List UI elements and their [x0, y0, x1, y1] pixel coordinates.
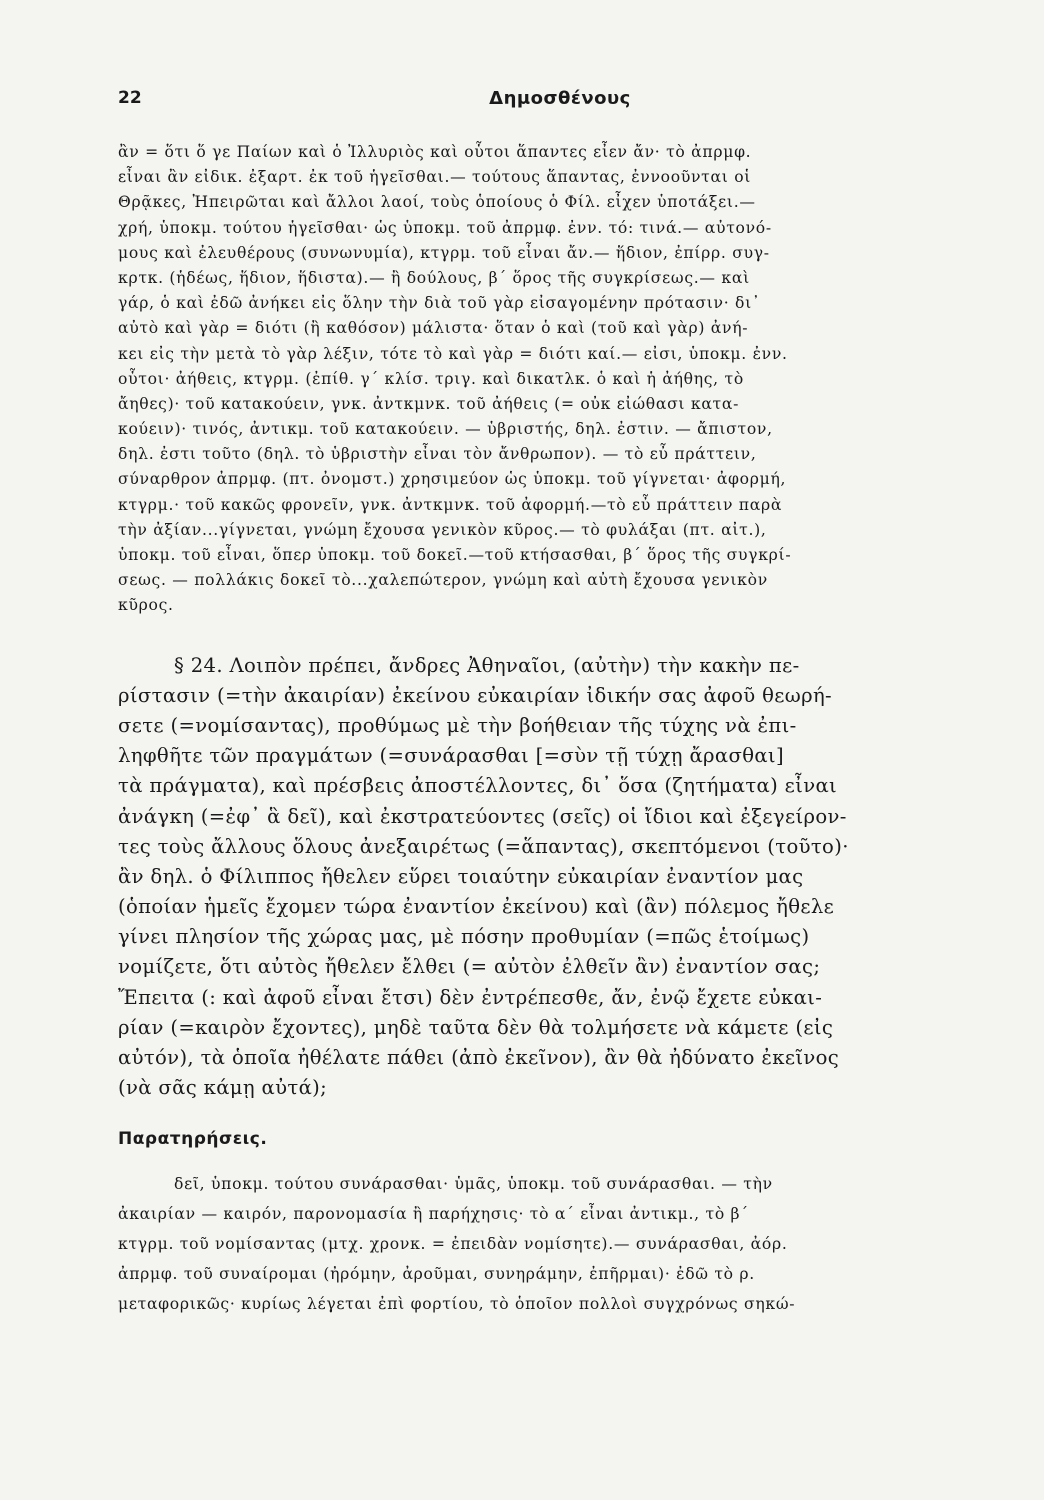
commentary-line: εἶναι ἂν εἰδικ. ἐξαρτ. ἐκ τοῦ ἡγεῖσθαι.— τούτους ἅπαντας, ἐννοοῦνται οἱ — [118, 168, 752, 187]
notes-heading: Παρατηρήσεις. — [118, 1129, 268, 1150]
notes-line: μεταφορικῶς· κυρίως λέγεται ἐπὶ φορτίου, τὸ ὁποῖον πολλοὶ συγχρόνως σηκώ- — [118, 1295, 796, 1314]
section-line: ἂν δηλ. ὁ Φίλιππος ἤθελεν εὕρει τοιαύτην εὐκαιρίαν ἐναντίον μας — [118, 864, 804, 888]
commentary-line: κούειν)· τινός, ἀντικμ. τοῦ κατακούειν. — ὑβριστής, δηλ. ἐστιν. — ἄπιστον, — [118, 420, 773, 439]
section-line: ἀνάγκη (=ἐφ᾽ ἃ δεῖ), καὶ ἐκστρατεύοντες (σεῖς) οἱ ἴδιοι καὶ ἐξεγείρον- — [118, 804, 847, 828]
notes-line: κτγρμ. τοῦ νομίσαντας (μτχ. χρονκ. = ἐπειδὰν νομίσητε).— συνάρασθαι, ἀόρ. — [118, 1235, 788, 1254]
notes-line: ἀκαιρίαν — καιρόν, παρονομασία ἢ παρήχησις· τὸ α΄ εἶναι ἀντικμ., τὸ β΄ — [118, 1205, 749, 1224]
section-line: γίνει πλησίον τῆς χώρας μας, μὲ πόσην προθυμίαν (=πῶς ἑτοίμως) — [118, 925, 810, 949]
commentary-line: μους καὶ ἐλευθέρους (συνωνυμία), κτγρμ. τοῦ εἶναι ἄν.— ἥδιον, ἐπίρρ. συγ- — [118, 243, 770, 262]
commentary-line: κῦρος. — [118, 596, 174, 615]
page-header — [118, 88, 1002, 118]
section-line: ληφθῆτε τῶν πραγμάτων (=συνάρασθαι [=σὺν τῇ τύχῃ ἄρασθαι] — [118, 744, 784, 768]
commentary-line: τὴν ἀξίαν...γίγνεται, γνώμη ἔχουσα γενικὸν κῦρος.— τὸ φυλάξαι (πτ. αἰτ.), — [118, 520, 767, 539]
commentary-line: χρή, ὑποκμ. τούτου ἡγεῖσθαι· ὡς ὑποκμ. τοῦ ἀπρμφ. ἐνν. τό: τινά.— αὐτονό- — [118, 218, 772, 237]
section-line: σετε (=νομίσαντας), προθύμως μὲ τὴν βοήθειαν τῆς τύχης νὰ ἐπι- — [118, 713, 797, 737]
commentary-line: αὐτὸ καὶ γὰρ = διότι (ἢ καθόσον) μάλιστα· ὅταν ὁ καὶ (τοῦ καὶ γὰρ) ἀνή- — [118, 319, 749, 338]
commentary-line: δηλ. ἐστι τοῦτο (δηλ. τὸ ὑβριστὴν εἶναι τὸν ἄνθρωπον). — τὸ εὖ πράττειν, — [118, 445, 757, 464]
commentary-line: σύναρθρον ἀπρμφ. (πτ. ὀνομστ.) χρησιμεύον ὡς ὑποκμ. τοῦ γίγνεται· ἀφορμή, — [118, 470, 787, 489]
section-line: αὐτόν), τὰ ὁποῖα ἠθέλατε πάθει (ἀπὸ ἐκεῖνον), ἂν θὰ ἠδύνατο ἐκεῖνος — [118, 1046, 840, 1069]
commentary-line: κτγρμ.· τοῦ κακῶς φρονεῖν, γνκ. ἀντκμνκ. τοῦ ἀφορμή.—τὸ εὖ πράττειν παρὰ — [118, 495, 783, 514]
commentary-line: κει εἰς τὴν μετὰ τὸ γὰρ λέξιν, τότε τὸ καὶ γὰρ = διότι καί.— εἰσι, ὑποκμ. ἐνν. — [118, 344, 788, 363]
section-line: ρίαν (=καιρὸν ἔχοντες), μηδὲ ταῦτα δὲν θὰ τολμήσετε νὰ κάμετε (εἰς — [118, 1015, 834, 1039]
page-number: 22 — [118, 88, 142, 108]
section-line: τὰ πράγματα), καὶ πρέσβεις ἀποστέλλοντες, δι᾽ ὅσα (ζητήματα) εἶναι — [118, 774, 838, 798]
section-line: (νὰ σᾶς κάμῃ αὐτά); — [118, 1076, 328, 1100]
commentary-line: σεως. — πολλάκις δοκεῖ τὸ...χαλεπώτερον, γνώμη καὶ αὐτὴ ἔχουσα γενικὸν — [118, 571, 768, 590]
commentary-line: γάρ, ὁ καὶ ἐδῶ ἀνήκει εἰς ὅλην τὴν διὰ τοῦ γὰρ εἰσαγομένην πρότασιν· δι᾽ — [118, 294, 761, 313]
section-line: (ὁποίαν ἡμεῖς ἔχομεν τώρα ἐναντίον ἐκείνου) καὶ (ἂν) πόλεμος ἤθελε — [118, 895, 835, 919]
section-line: τες τοὺς ἄλλους ὅλους ἀνεξαιρέτως (=ἅπαντας), σκεπτόμενοι (τοῦτο)· — [118, 834, 849, 858]
commentary-line: Θρᾷκες, Ἠπειρῶται καὶ ἄλλοι λαοί, τοὺς ὁποίους ὁ Φίλ. εἶχεν ὑποτάξει.— — [118, 193, 756, 212]
commentary-line: κρτκ. (ἡδέως, ἥδιον, ἥδιστα).— ἢ δούλους, β΄ ὅρος τῆς συγκρίσεως.— καὶ — [118, 268, 750, 287]
section-line: Ἔπειτα (: καὶ ἀφοῦ εἶναι ἔτσι) δὲν ἐντρέπεσθε, ἄν, ἐνῷ ἔχετε εὐκαι- — [118, 985, 823, 1009]
section-line: νομίζετε, ὅτι αὐτὸς ἤθελεν ἔλθει (= αὐτὸν ἐλθεῖν ἂν) ἐναντίον σας; — [118, 955, 821, 979]
commentary-line: ἄηθες)· τοῦ κατακούειν, γνκ. ἀντκμνκ. τοῦ ἀήθεις (= οὐκ εἰώθασι κατα- — [118, 394, 740, 413]
notes-line: δεῖ, ὑποκμ. τούτου συνάρασθαι· ὑμᾶς, ὑποκμ. τοῦ συνάρασθαι. — τὴν — [174, 1175, 773, 1194]
section-24-translation — [118, 651, 1002, 1104]
notes-block — [118, 1169, 1002, 1319]
running-title: Δημοσθένους — [489, 88, 631, 109]
notes-line: ἀπρμφ. τοῦ συναίρομαι (ἠρόμην, ἀροῦμαι, συνηράμην, ἐπῆρμαι)· ἐδῶ τὸ ρ. — [118, 1265, 755, 1284]
commentary-line: οὗτοι· ἀήθεις, κτγρμ. (ἐπίθ. γ΄ κλίσ. τριγ. καὶ δικατλκ. ὁ καὶ ἡ ἀήθης, τὸ — [118, 369, 744, 388]
book-page — [118, 88, 1002, 1319]
section-line: § 24. Λοιπὸν πρέπει, ἄνδρες Ἀθηναῖοι, (αὐτὴν) τὴν κακὴν πε- — [174, 653, 800, 677]
section-line: ρίστασιν (=τὴν ἀκαιρίαν) ἐκείνου εὐκαιρίαν ἰδικήν σας ἀφοῦ θεωρή- — [118, 683, 833, 707]
commentary-line: ὑποκμ. τοῦ εἶναι, ὅπερ ὑποκμ. τοῦ δοκεῖ.—τοῦ κτήσασθαι, β΄ ὅρος τῆς συγκρί- — [118, 546, 792, 564]
commentary-block — [118, 140, 1002, 619]
commentary-line: ἂν = ὅτι ὅ γε Παίων καὶ ὁ Ἰλλυριὸς καὶ οὗτοι ἅπαντες εἶεν ἄν· τὸ ἀπρμφ. — [118, 143, 752, 161]
